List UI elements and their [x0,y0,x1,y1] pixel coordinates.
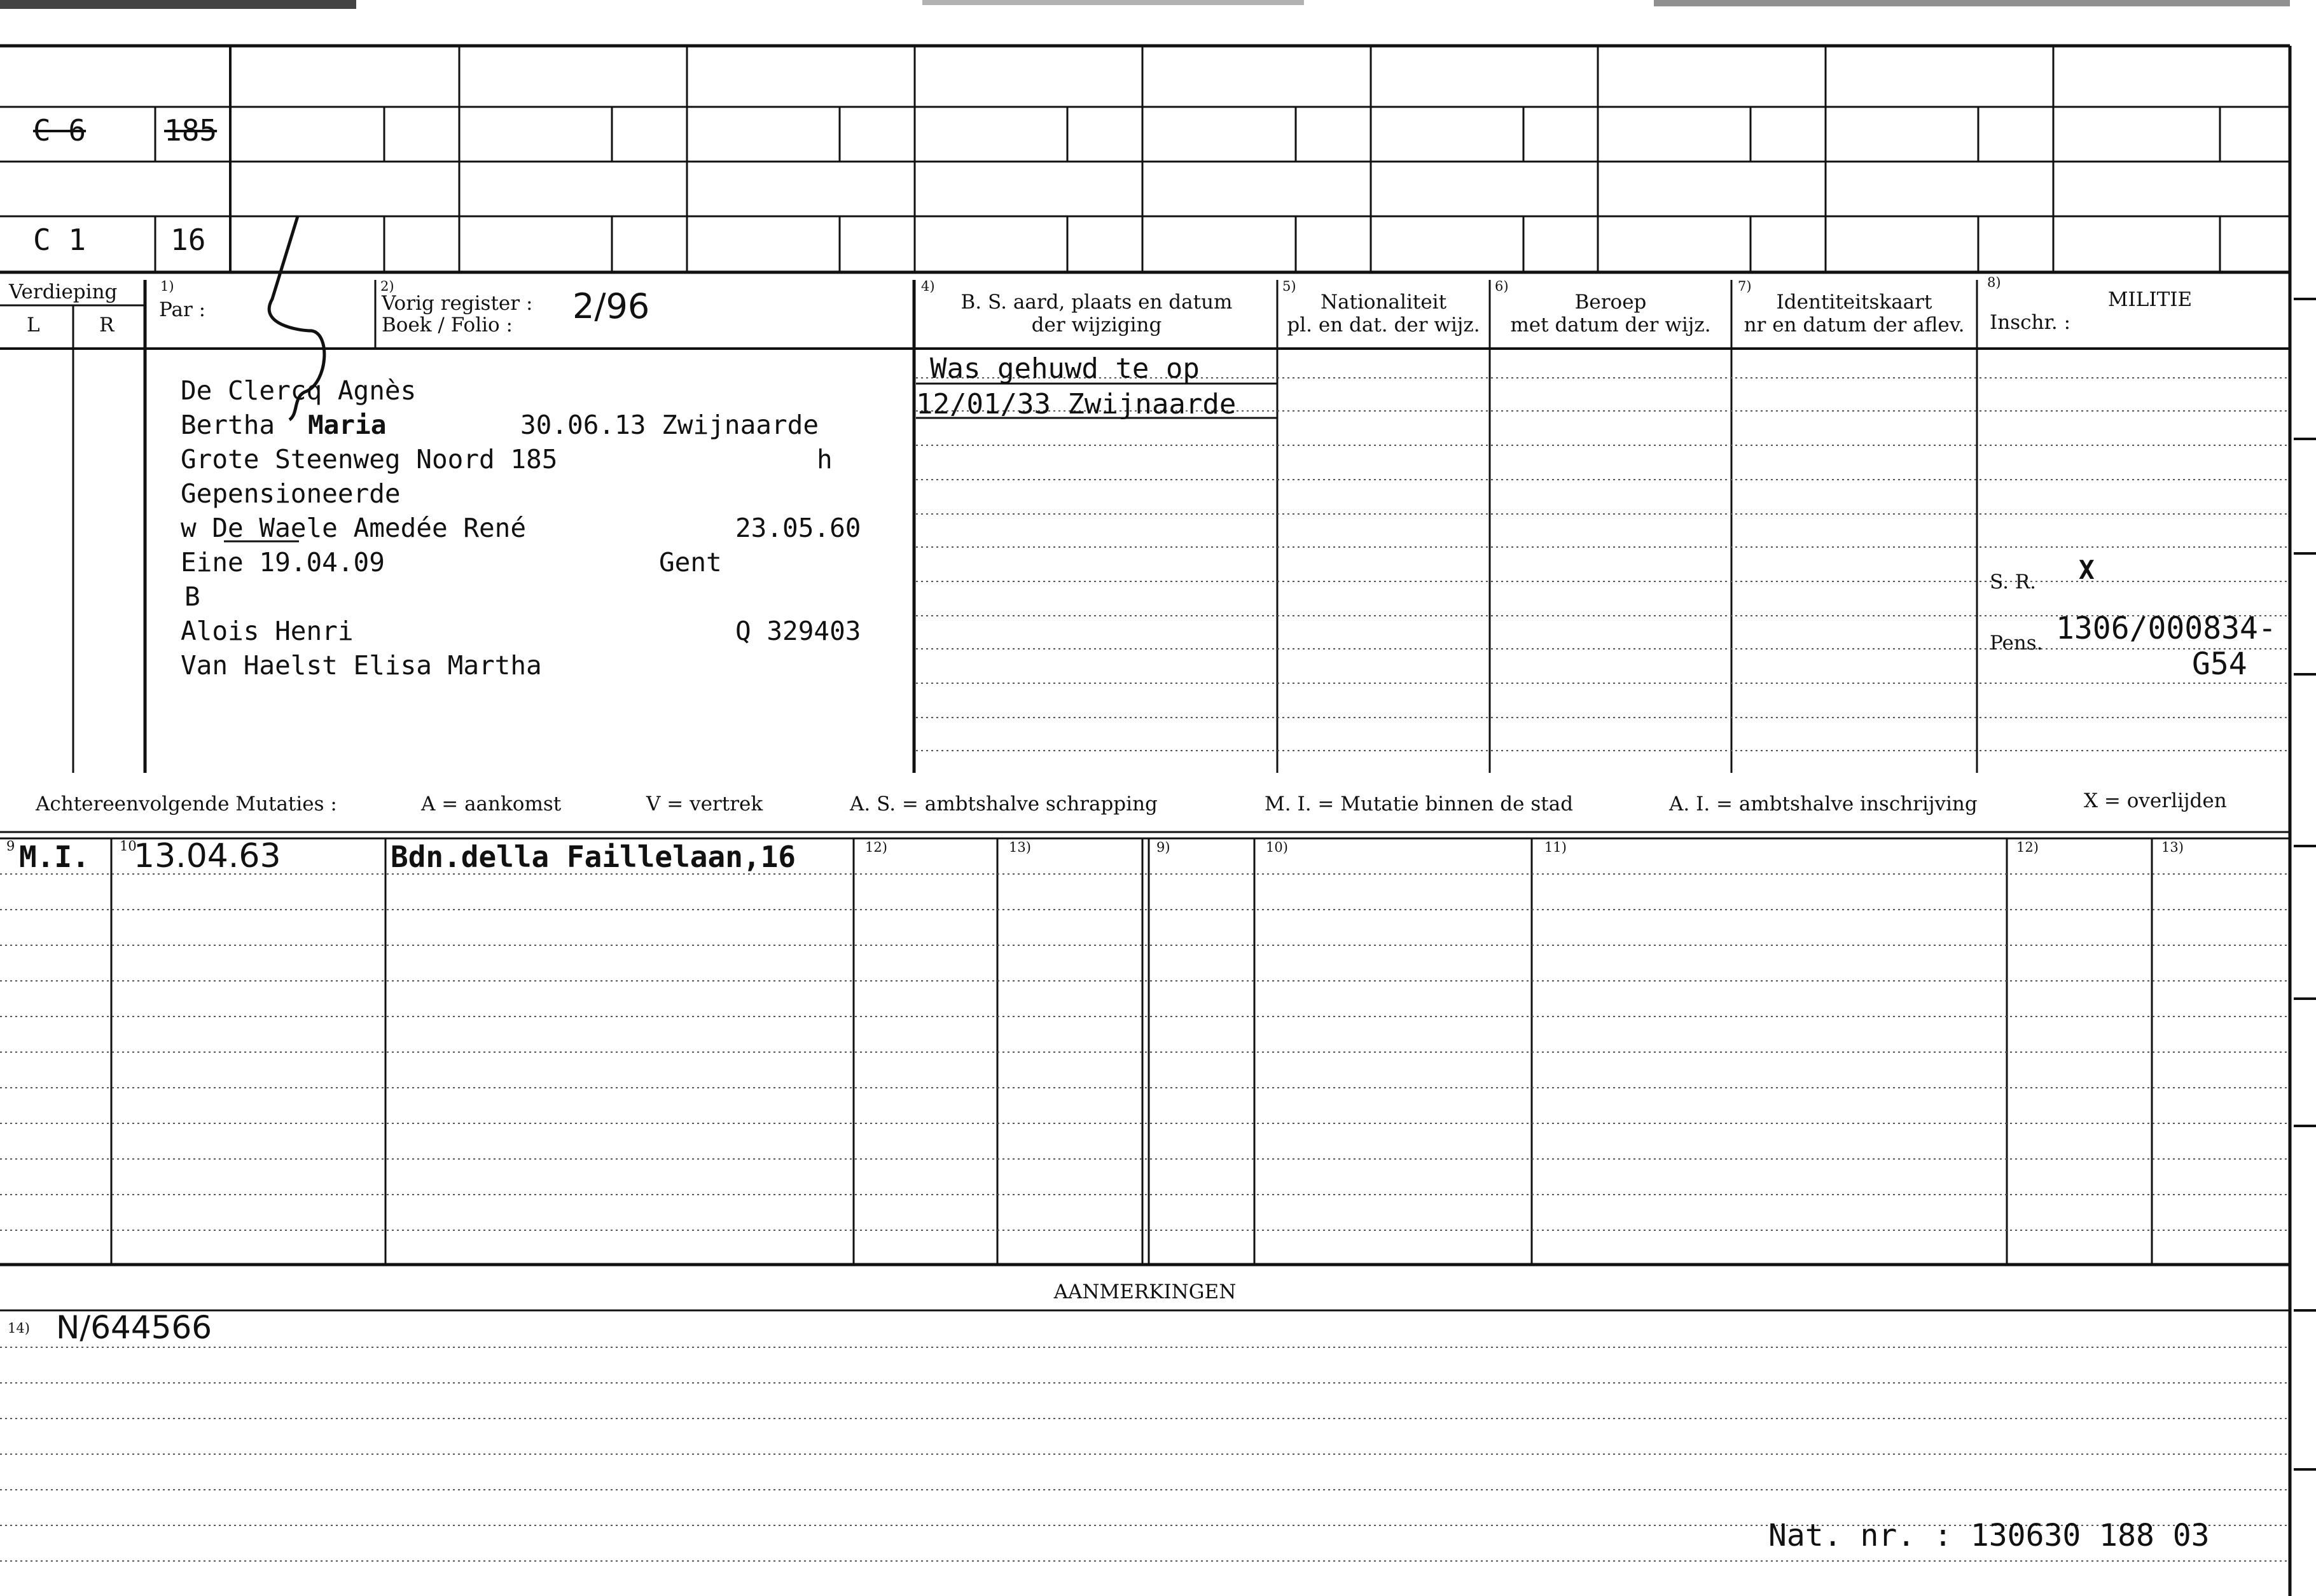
bs-entry-line1: Was gehuwd te op [930,352,1200,385]
nat-header-line2: pl. en dat. der wijz. [1287,314,1480,337]
legend-a: A = aankomst [421,793,562,815]
footnote-1: 1) [160,279,174,294]
inschr-label: Inschr. : [1990,311,2071,334]
bs-header-line2: der wijziging [1031,314,1162,337]
remarks-footnote-14: 14) [8,1321,30,1336]
pens-value-line1: 1306/000834- [2056,611,2277,646]
scan-noise-top [0,0,2290,9]
vorig-register-label: Vorig register : [382,292,533,315]
bs-header-line1: B. S. aard, plaats en datum [960,291,1233,314]
footnote-6: 6) [1495,279,1509,294]
nat-header-line1: Nationaliteit [1320,291,1447,314]
person-line6: Eine 19.04.09 [181,547,385,578]
militie-header: MILITIE [2107,288,2193,311]
mut-col-12b: 12) [2016,840,2039,855]
verdieping-label: Verdieping [9,281,118,303]
legend-v: V = vertrek [646,793,763,815]
footnote-2: 2) [380,279,394,294]
remarks-value: N/644566 [56,1309,212,1346]
legend-mi: M. I. = Mutatie binnen de stad [1265,793,1574,815]
bs-entry-line2: 12/01/33 Zwijnaarde [916,388,1237,420]
footnote-8: 8) [1987,275,2001,290]
footnote-7: 7) [1738,279,1752,294]
mut-col-9: 9 [6,838,15,854]
mut-col-12: 12) [865,840,887,855]
legend-title: Achtereenvolgende Mutaties : [36,793,337,815]
ref1-number: 185 [164,113,218,148]
mut-col-13: 13) [1009,840,1031,855]
id-header-line1: Identiteitskaart [1776,291,1932,314]
mut-col-10b: 10) [1266,840,1288,855]
person-line3-b: h [817,444,833,475]
col-l-label: L [27,314,40,337]
person-line7: B [184,581,200,612]
remarks-title: AANMERKINGEN [1053,1280,1237,1303]
par-label: Par : [159,298,206,321]
mut-col-10: 10 [120,838,137,854]
person-line2-b: Maria [308,410,387,440]
mut-col-11: 11) [1544,840,1567,855]
person-line6-place: Gent [659,547,722,578]
sr-value: X [2079,555,2095,585]
pens-label: Pens. [1990,632,2043,655]
mutation-address: Bdn.della Faillelaan,16 [391,840,796,874]
footnote-4: 4) [921,279,935,294]
person-line5-date: 23.05.60 [735,513,861,543]
legend-as: A. S. = ambtshalve schrapping [850,793,1158,815]
pens-value-line2: G54 [2192,646,2247,682]
vorig-register-value: 2/96 [572,286,650,326]
mut-col-9b: 9) [1156,840,1170,855]
person-line5: w De Waele Amedée René [181,513,527,543]
beroep-header-line2: met datum der wijz. [1510,314,1711,337]
person-line2-c: 30.06.13 Zwijnaarde [520,410,819,440]
beroep-header-line1: Beroep [1574,291,1647,314]
mut-col-13b: 13) [2161,840,2184,855]
boek-folio-label: Boek / Folio : [382,314,513,337]
mutation-date: 13.04.63 [134,837,281,875]
person-line9: Van Haelst Elisa Martha [181,650,542,681]
person-line3: Grote Steenweg Noord 185 [181,444,558,475]
col-r-label: R [99,314,114,337]
ref2-number: 16 [170,223,206,257]
mutation-type: M.I. [19,840,90,874]
person-line1: De Clercq Agnès [181,375,417,406]
legend-ai: A. I. = ambtshalve inschrijving [1669,793,1978,815]
person-line4: Gepensioneerde [181,478,401,509]
id-header-line2: nr en datum der aflev. [1744,314,1965,337]
national-number: Nat. nr. : 130630 188 03 [1768,1518,2210,1553]
person-line8: Alois Henri [181,616,354,646]
footnote-5: 5) [1282,279,1296,294]
legend-x: X = overlijden [2084,789,2227,812]
person-line2-a: Bertha [181,410,275,440]
person-line8-code: Q 329403 [735,616,861,646]
ref1-prefix: C 6 [33,113,87,148]
sr-label: S. R. [1990,571,2037,593]
ref2-prefix: C 1 [33,223,87,257]
